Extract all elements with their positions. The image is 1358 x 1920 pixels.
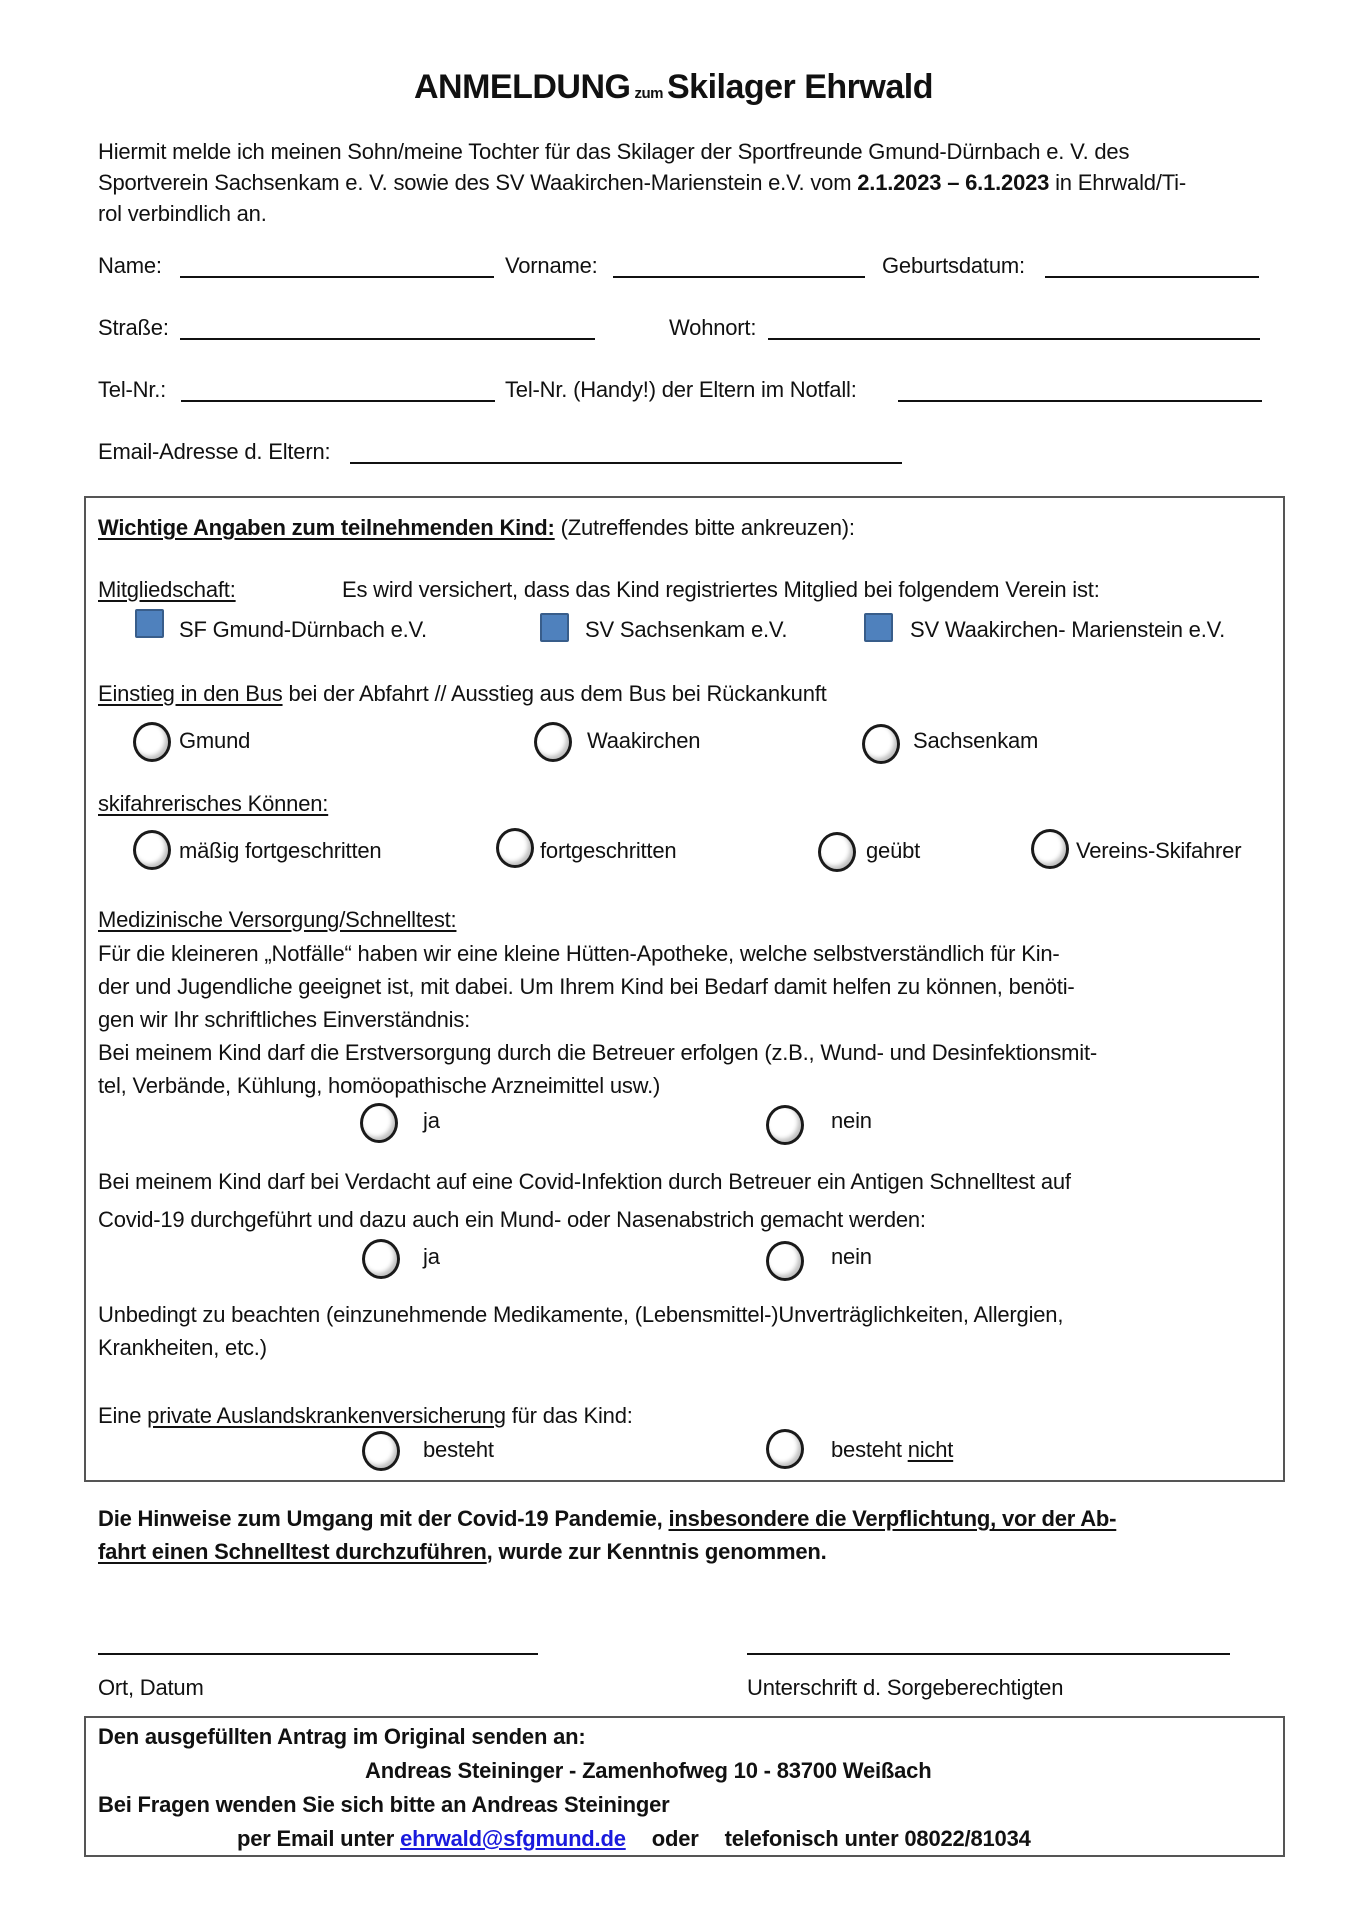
medical-label: Medizinische Versorgung/Schnelltest: bbox=[98, 907, 457, 932]
bus-option-label: Sachsenkam bbox=[913, 728, 1039, 753]
bus-option-label: Gmund bbox=[179, 728, 251, 753]
email-field[interactable] bbox=[350, 462, 902, 464]
email-label: Email-Adresse d. Eltern: bbox=[98, 439, 331, 464]
skill-option-label: Vereins-Skifahrer bbox=[1076, 838, 1242, 863]
signature-field[interactable] bbox=[747, 1653, 1230, 1655]
covid-paragraph bbox=[98, 1163, 1071, 1239]
geburtsdatum-label: Geburtsdatum: bbox=[882, 253, 1025, 278]
contact-phone: telefonisch unter 08022/81034 bbox=[724, 1826, 1031, 1851]
covid-no-label: nein bbox=[831, 1244, 872, 1269]
bus-label: Einstieg in den Bus bbox=[98, 681, 283, 706]
insurance-question bbox=[98, 1402, 633, 1430]
medical-line: Bei meinem Kind darf die Erstversorgung durch die Betreuer erfolgen (z.B., Wund- und Desinfektionsmit- bbox=[98, 1040, 1098, 1065]
strasse-field[interactable] bbox=[180, 338, 595, 340]
membership-label: Mitgliedschaft: bbox=[98, 577, 236, 602]
insurance-text: Eine bbox=[98, 1403, 148, 1428]
membership-option-label: SF Gmund-Dürnbach e.V. bbox=[179, 617, 427, 642]
tel-field[interactable] bbox=[181, 400, 495, 402]
contact-oder: oder bbox=[651, 1826, 699, 1851]
covid-notice-text: Die Hinweise zum Umgang mit der Covid-19 Pandemie, bbox=[98, 1506, 669, 1531]
skill-option-label: mäßig fortgeschritten bbox=[179, 838, 382, 863]
intro-line: rol verbindlich an. bbox=[98, 201, 267, 226]
vorname-field[interactable] bbox=[613, 276, 865, 278]
intro-line: Hiermit melde ich meinen Sohn/meine Tochter für das Skilager der Sportfreunde Gmund-Dürnbach e. V. des bbox=[98, 139, 1130, 164]
details-heading-text: Wichtige Angaben zum teilnehmenden Kind: bbox=[98, 515, 555, 540]
tel-label: Tel-Nr.: bbox=[98, 377, 167, 402]
skill-radio-maessig[interactable] bbox=[133, 830, 171, 870]
covid-radio-yes[interactable] bbox=[362, 1239, 400, 1279]
insurance-radio-exists[interactable] bbox=[362, 1431, 400, 1471]
wohnort-label: Wohnort: bbox=[669, 315, 757, 340]
vorname-label: Vorname: bbox=[505, 253, 598, 278]
bus-radio-sachsenkam[interactable] bbox=[862, 724, 900, 764]
insurance-not-exists-text: besteht bbox=[831, 1437, 908, 1462]
intro-text: in Ehrwald/Ti- bbox=[1049, 170, 1186, 195]
strasse-label: Straße: bbox=[98, 315, 169, 340]
insurance-not-exists-label bbox=[831, 1436, 953, 1464]
membership-option-label: SV Waakirchen- Marienstein e.V. bbox=[910, 617, 1225, 642]
page-title bbox=[414, 68, 933, 107]
covid-notice-underlined: insbesondere die Verpflichtung, vor der Ab- bbox=[668, 1506, 1117, 1531]
bus-heading bbox=[98, 680, 827, 708]
insurance-text: für das Kind: bbox=[505, 1403, 633, 1428]
medical-yes-label: ja bbox=[423, 1108, 440, 1133]
covid-notice-line bbox=[98, 1502, 1116, 1535]
covid-notice-line bbox=[98, 1535, 1116, 1568]
notes-line: Krankheiten, etc.) bbox=[98, 1335, 267, 1360]
medical-line: Für die kleineren „Notfälle“ haben wir eine kleine Hütten-Apotheke, welche selbstverständlich für Kin- bbox=[98, 941, 1060, 966]
covid-yes-label: ja bbox=[423, 1244, 440, 1269]
bus-option-label: Waakirchen bbox=[587, 728, 701, 753]
medical-line: der und Jugendliche geeignet ist, mit dabei. Um Ihrem Kind bei Bedarf damit helfen zu können, benöti- bbox=[98, 974, 1075, 999]
contact-send-line: Den ausgefüllten Antrag im Original senden an: bbox=[98, 1724, 586, 1749]
intro-line bbox=[98, 167, 1186, 198]
skill-option-label: geübt bbox=[866, 838, 921, 863]
title-small: zum bbox=[634, 85, 663, 102]
covid-notice-underlined: fahrt einen Schnelltest durchzuführen bbox=[98, 1539, 487, 1564]
covid-radio-no[interactable] bbox=[766, 1241, 804, 1281]
contact-questions-line: Bei Fragen wenden Sie sich bitte an Andreas Steininger bbox=[98, 1792, 670, 1817]
email-link[interactable]: ehrwald@sfgmund.de bbox=[400, 1826, 626, 1851]
medical-paragraph bbox=[98, 937, 1097, 1102]
geburtsdatum-field[interactable] bbox=[1045, 276, 1259, 278]
wohnort-field[interactable] bbox=[768, 338, 1260, 340]
membership-text: Es wird versichert, dass das Kind registriertes Mitglied bei folgendem Verein ist: bbox=[342, 577, 1100, 602]
contact-email-prefix: per Email unter bbox=[237, 1826, 401, 1851]
membership-checkbox-sachsenkam[interactable] bbox=[540, 613, 569, 642]
place-date-field[interactable] bbox=[98, 1653, 538, 1655]
place-date-label: Ort, Datum bbox=[98, 1675, 204, 1700]
covid-line: Bei meinem Kind darf bei Verdacht auf eine Covid-Infektion durch Betreuer ein Antigen Schnelltest auf bbox=[98, 1169, 1071, 1194]
medical-line: tel, Verbände, Kühlung, homöopathische Arzneimittel usw.) bbox=[98, 1073, 661, 1098]
bus-text: bei der Abfahrt // Ausstieg aus dem Bus bei Rückankunft bbox=[282, 681, 827, 706]
medical-radio-yes[interactable] bbox=[360, 1103, 398, 1143]
contact-info bbox=[98, 1720, 1031, 1856]
skill-radio-vereins[interactable] bbox=[1031, 829, 1069, 869]
title-event: Skilager Ehrwald bbox=[666, 68, 933, 106]
membership-checkbox-gmund[interactable] bbox=[135, 609, 164, 638]
bus-radio-gmund[interactable] bbox=[133, 722, 171, 762]
details-heading bbox=[98, 514, 855, 542]
membership-checkbox-waakirchen[interactable] bbox=[864, 613, 893, 642]
skill-radio-geuebt[interactable] bbox=[818, 832, 856, 872]
insurance-exists-label: besteht bbox=[423, 1437, 494, 1462]
insurance-radio-not-exists[interactable] bbox=[766, 1429, 804, 1469]
tel-notfall-label: Tel-Nr. (Handy!) der Eltern im Notfall: bbox=[505, 377, 857, 402]
signature-label: Unterschrift d. Sorgeberechtigten bbox=[747, 1675, 1064, 1700]
medical-no-label: nein bbox=[831, 1108, 872, 1133]
covid-line: Covid-19 durchgeführt und dazu auch ein Mund- oder Nasenabstrich gemacht werden: bbox=[98, 1207, 926, 1232]
event-dates: 2.1.2023 – 6.1.2023 bbox=[857, 170, 1050, 195]
bus-radio-waakirchen[interactable] bbox=[534, 722, 572, 762]
skill-label: skifahrerisches Können: bbox=[98, 791, 329, 816]
medical-line: gen wir Ihr schriftliches Einverständnis: bbox=[98, 1007, 471, 1032]
name-field[interactable] bbox=[180, 276, 494, 278]
skill-option-label: fortgeschritten bbox=[540, 838, 677, 863]
details-heading-note: (Zutreffendes bitte ankreuzen): bbox=[554, 515, 855, 540]
covid-notice-text: , wurde zur Kenntnis genommen. bbox=[486, 1539, 827, 1564]
title-main: ANMELDUNG bbox=[414, 68, 631, 106]
insurance-underlined: private Auslandskrankenversicherung bbox=[147, 1403, 506, 1428]
contact-address: Andreas Steininger - Zamenhofweg 10 - 83700 Weißach bbox=[365, 1758, 932, 1783]
name-label: Name: bbox=[98, 253, 162, 278]
intro-text: Sportverein Sachsenkam e. V. sowie des SV Waakirchen-Marienstein e.V. vom bbox=[98, 170, 858, 195]
notes-paragraph bbox=[98, 1298, 1063, 1364]
insurance-not-underlined: nicht bbox=[907, 1437, 954, 1462]
notes-line: Unbedingt zu beachten (einzunehmende Medikamente, (Lebensmittel-)Unverträglichkeiten, Allergien, bbox=[98, 1302, 1064, 1327]
intro-paragraph bbox=[98, 136, 1186, 229]
medical-radio-no[interactable] bbox=[766, 1105, 804, 1145]
covid-notice bbox=[98, 1502, 1116, 1568]
contact-methods bbox=[98, 1822, 1031, 1856]
tel-notfall-field[interactable] bbox=[898, 400, 1262, 402]
skill-radio-fortgeschritten[interactable] bbox=[496, 828, 534, 868]
membership-option-label: SV Sachsenkam e.V. bbox=[585, 617, 788, 642]
